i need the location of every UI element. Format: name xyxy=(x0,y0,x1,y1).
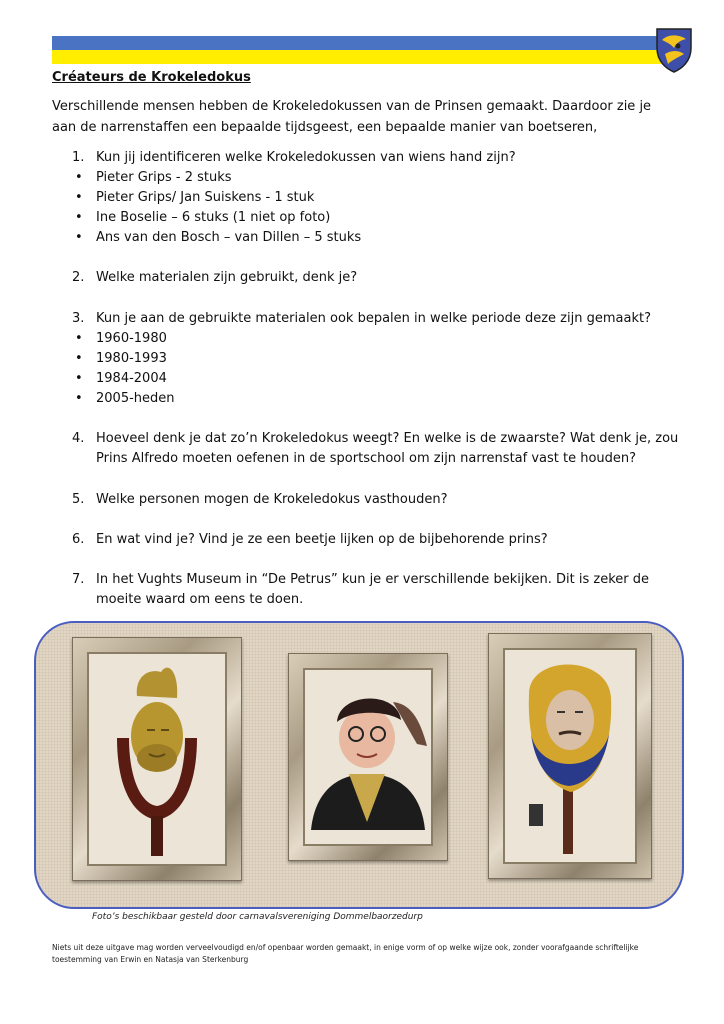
header-band-yellow xyxy=(52,50,666,64)
maker-text: Pieter Grips/ Jan Suiskens - 1 stuk xyxy=(96,190,315,205)
picture-frame xyxy=(72,637,242,881)
period-text: 2005-heden xyxy=(96,391,175,406)
header-band-blue xyxy=(52,36,666,50)
bullet-glyph: • xyxy=(75,391,83,406)
picture-frame xyxy=(488,633,652,879)
bullet-glyph: • xyxy=(75,371,83,386)
question-text: Kun jij identificeren welke Krokeledokussen van wiens hand zijn? xyxy=(96,150,516,165)
maker-text: Ine Boselie – 6 stuks (1 niet op foto) xyxy=(96,210,331,225)
period-text: 1980-1993 xyxy=(96,351,167,366)
picture-frame xyxy=(288,653,448,861)
question-number: 6. xyxy=(72,532,85,547)
question-number: 2. xyxy=(72,270,85,285)
question-number: 3. xyxy=(72,311,85,326)
question-text: Hoeveel denk je dat zo’n Krokeledokus weegt? En welke is de zwaarste? Wat denk je, zou Prins Alfredo moeten oefenen in de sportschool om zijn narrenstaf vast te houden? xyxy=(96,431,679,466)
bullet-glyph: • xyxy=(75,190,83,205)
question-number: 5. xyxy=(72,492,85,507)
question-text: En wat vind je? Vind je ze een beetje lijken op de bijbehorende prins? xyxy=(96,532,548,547)
maker-text: Pieter Grips - 2 stuks xyxy=(96,170,232,185)
bullet-glyph: • xyxy=(75,351,83,366)
page-title: Créateurs de Krokeledokus xyxy=(52,70,251,85)
krokeledokus-jester-image xyxy=(289,654,447,860)
bullet-glyph: • xyxy=(75,331,83,346)
intro-paragraph: Verschillende mensen hebben de Krokeledokussen van de Prinsen gemaakt. Daardoor zie je aan de narrenstaffen een bepaalde tijdsgeest, een bepaalde manier van boetseren, xyxy=(52,99,652,135)
period-text: 1960-1980 xyxy=(96,331,167,346)
question-number: 1. xyxy=(72,150,85,165)
bullet-glyph: • xyxy=(75,210,83,225)
krokeledokus-hooded-image xyxy=(489,634,651,878)
question-number: 7. xyxy=(72,572,85,587)
photo-caption: Foto’s beschikbaar gesteld door carnavalsvereniging Dommelbaorzedurp xyxy=(92,912,423,922)
bullet-glyph: • xyxy=(75,230,83,245)
maker-text: Ans van den Bosch – van Dillen – 5 stuks xyxy=(96,230,362,245)
period-text: 1984-2004 xyxy=(96,371,167,386)
question-text: Welke materialen zijn gebruikt, denk je? xyxy=(96,270,358,285)
club-crest-logo xyxy=(654,26,694,74)
bullet-glyph: • xyxy=(75,170,83,185)
question-text: Welke personen mogen de Krokeledokus vasthouden? xyxy=(96,492,448,507)
question-text: Kun je aan de gebruikte materialen ook bepalen in welke periode deze zijn gemaakt? xyxy=(96,311,651,326)
photo-collage xyxy=(34,621,684,909)
question-text: In het Vughts Museum in “De Petrus” kun je er verschillende bekijken. Dit is zeker de moeite waard om eens te doen. xyxy=(96,572,649,607)
copyright-footer: Niets uit deze uitgave mag worden verveelvoudigd en/of openbaar worden gemaakt, in enige vorm of op welke wijze ook, zonder voorafgaande schriftelijke toestemming van Erwin en Natasja van Sterkenburg xyxy=(52,943,639,964)
krokeledokus-bronze-image xyxy=(73,638,241,880)
question-number: 4. xyxy=(72,431,85,446)
